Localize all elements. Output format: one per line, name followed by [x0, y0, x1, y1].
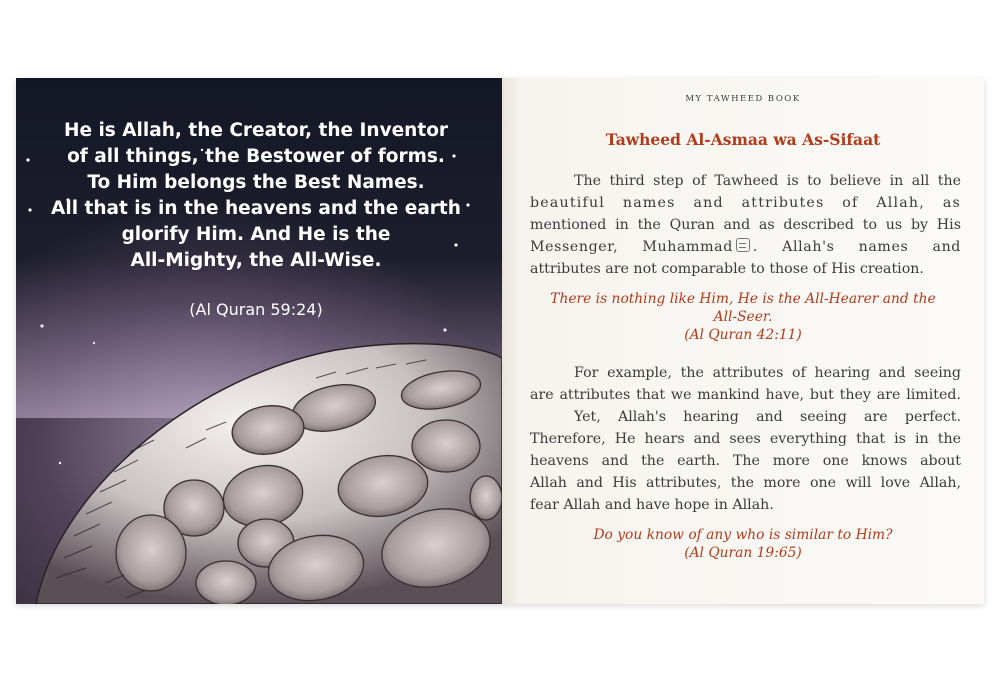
quote-line: glorify Him. And He is the [121, 224, 391, 245]
text-fragment: Messenger, Muhammad [530, 239, 733, 255]
verse-reference: (Al Quran 19:65) [684, 545, 802, 561]
quote-line: All that is in the heavens and the earth [51, 198, 461, 219]
text-line: fear Allah and have hope in Allah. [530, 497, 774, 513]
pbuh-symbol-icon [736, 238, 750, 252]
text-line: The third step of Tawheed is to believe in all the [574, 173, 961, 189]
text-line: are attributes that we mankind have, but they are limited. [530, 387, 961, 403]
text-line: mentioned in the Quran and as described to us by His [530, 217, 961, 233]
text-line: Therefore, He hears and sees everything that is in the [530, 431, 961, 447]
text-line: Yet, Allah's hearing and seeing are perfect. [574, 409, 961, 425]
quote-reference: (Al Quran 59:24) [189, 300, 323, 319]
text-line: attributes are not comparable to those of His creation. [530, 261, 924, 277]
verse-42-11 [522, 290, 964, 344]
text-line: Allah and His attributes, the more one will love Allah, [530, 475, 961, 491]
right-page [502, 78, 984, 604]
quote-line: He is Allah, the Creator, the Inventor [63, 120, 449, 141]
quote-line: of all things, the Bestower of forms. [67, 146, 445, 167]
left-page [16, 78, 502, 604]
quran-quote [36, 118, 476, 274]
page-heading: Tawheed Al-Asmaa wa As-Sifaat [605, 130, 881, 149]
book-spread [16, 78, 984, 604]
text-fragment: . Allah's names and [752, 239, 961, 255]
verse-reference: (Al Quran 42:11) [684, 327, 802, 343]
paragraph-example [530, 362, 961, 516]
verse-line: All-Seer. [713, 309, 773, 325]
text-line [530, 236, 961, 258]
paragraph-intro [530, 170, 961, 280]
verse-19-65 [522, 526, 964, 562]
running-head: MY TAWHEED BOOK [685, 94, 801, 104]
text-line: For example, the attributes of hearing and seeing [574, 365, 961, 381]
quote-line: All-Mighty, the All-Wise. [130, 250, 382, 271]
verse-line: There is nothing like Him, He is the All-Hearer and the [550, 291, 936, 307]
text-line: heavens and the earth. The more one knows about [530, 453, 961, 469]
verse-line: Do you know of any who is similar to Him? [593, 527, 893, 543]
quote-line: To Him belongs the Best Names. [87, 172, 425, 193]
text-line: beautiful names and attributes of Allah, as [530, 195, 961, 211]
